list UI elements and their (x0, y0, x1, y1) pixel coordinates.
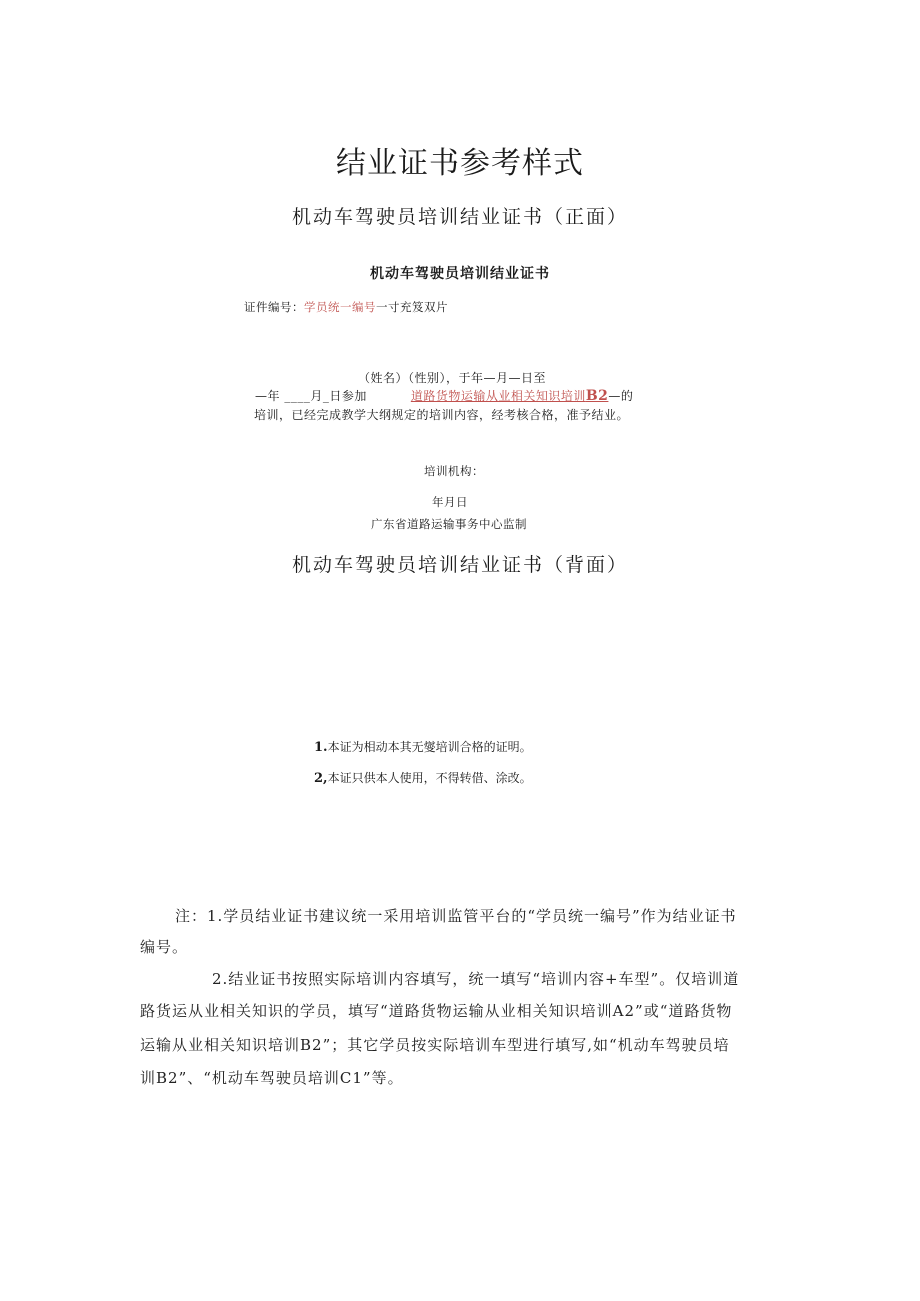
certificate-number-value: 学员统一编号 (304, 300, 376, 314)
supervisor-text: 广东省道路运输事务中心监制 (371, 517, 527, 531)
note-2-line-2: 路货运从业相关知识的学员，填写“道路货物运输从业相关知识培训A2”或“道路货物 (140, 1002, 733, 1020)
back-rule-2: 2,本证只供本人使用，不得转借、涂改。 (314, 771, 532, 786)
date-label: 年月日 (432, 495, 468, 509)
note-2-line-3: 运输从业相关知识培训B2”；其它学员按实际培训车型进行填写,如“机动车驾驶员培 (140, 1036, 730, 1054)
certificate-title: 机动车驾驶员培训结业证书 (370, 266, 550, 282)
page-title: 结业证书参考样式 (336, 146, 584, 181)
note-2-line-4: 训B2”、“机动车驾驶员培训C1”等。 (140, 1069, 404, 1087)
certificate-body-line-3: 培训，已经完成教学大纲规定的培训内容，经考核合格，准予结业。 (254, 408, 630, 422)
front-heading: 机动车驾驶员培训结业证书（正面） (291, 206, 628, 228)
training-org-label: 培训机构： (424, 464, 484, 478)
certificate-number-label: 证件编号： (244, 300, 304, 314)
certificate-body-line-1: （姓名）（性别），于年—月—日至 (358, 371, 547, 385)
back-rule-1: 1.本证为相动本其无燮培训合格的证明。 (314, 740, 532, 755)
note-1-line-2: 编号。 (140, 938, 189, 956)
note-2-line-1: 2.结业证书按照实际培训内容填写，统一填写“培训内容+车型”。仅培训道 (212, 970, 740, 988)
date-range-end: —年 ____月_日参加 (255, 389, 367, 403)
note-1-line-1: 注：1.学员结业证书建议统一采用培训监管平台的“学员统一编号”作为结业证书 (175, 907, 737, 925)
course-suffix: —的 (608, 389, 634, 403)
course-name: 道路货物运输从业相关知识培训B2 (410, 388, 609, 404)
back-heading: 机动车驾驶员培训结业证书（背面） (291, 554, 628, 576)
certificate-body-line-2 (255, 387, 633, 404)
photo-note: 一寸充笈双片 (376, 300, 448, 314)
certificate-number-line (244, 299, 448, 315)
